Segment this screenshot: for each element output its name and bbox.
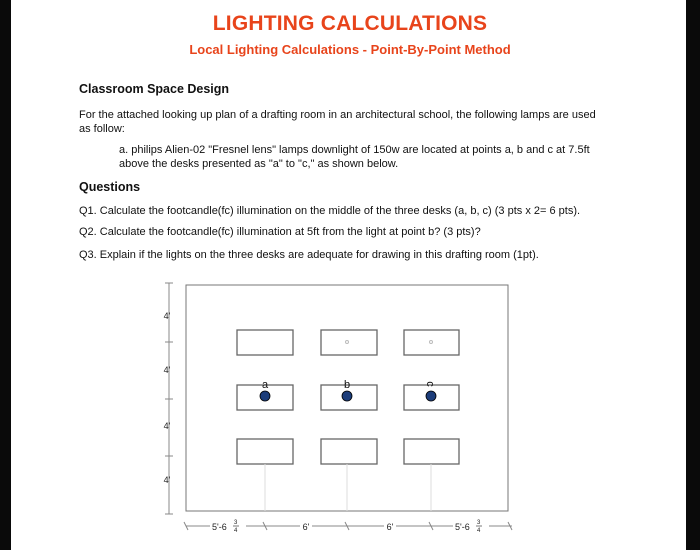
lamp-a xyxy=(260,391,270,401)
question-2: Q2. Calculate the footcandle(fc) illumination at 5ft from the light at point b? (3 pts)? xyxy=(79,226,481,238)
lamp-label-b: b xyxy=(343,379,351,391)
desk xyxy=(404,439,459,464)
right-screen-edge xyxy=(686,0,700,550)
dim-fraction-denominator: 4 xyxy=(234,528,238,534)
question-1: Q1. Calculate the footcandle(fc) illumination on the middle of the three desks (a, b, c) (3 pts x 2= 6 pts). xyxy=(79,205,581,217)
desk xyxy=(237,330,293,355)
vertical-dim-label: 4' xyxy=(163,421,171,431)
lamp-label-c: c xyxy=(424,381,436,387)
vertical-dim-label: 4' xyxy=(163,311,171,321)
lamp-c xyxy=(426,391,436,401)
vertical-dim-label: 4' xyxy=(163,475,171,485)
vertical-dim-label: 4' xyxy=(163,365,171,375)
intro-line-2: as follow: xyxy=(79,123,125,135)
lamp-label-a: a xyxy=(261,379,269,391)
intro-line-1: For the attached looking up plan of a drafting room in an architectural school, the following lamps are used xyxy=(79,109,596,121)
room-plan-diagram xyxy=(150,278,540,540)
horizontal-dim-label: 6' xyxy=(302,522,310,532)
page-title: LIGHTING CALCULATIONS xyxy=(212,12,488,35)
dim-fraction-denominator: 4 xyxy=(477,528,481,534)
horizontal-dim-label: 5'-6 xyxy=(212,522,227,532)
lamp-b xyxy=(342,391,352,401)
desk xyxy=(321,330,377,355)
lamp-description-line-2: above the desks presented as "a" to "c," as shown below. xyxy=(119,158,399,170)
dim-fraction-numerator: 3 xyxy=(234,520,238,526)
desk xyxy=(404,330,459,355)
left-screen-edge xyxy=(0,0,11,550)
dim-fraction-numerator: 3 xyxy=(477,520,481,526)
horizontal-dim-label: 5'-6 xyxy=(455,522,470,532)
lamp-description-line-1: a. philips Alien-02 "Fresnel lens" lamps downlight of 150w are located at points a, b and c at 7.5ft xyxy=(119,144,590,156)
page-subtitle: Local Lighting Calculations - Point-By-Point Method xyxy=(189,42,511,57)
design-heading: Classroom Space Design xyxy=(79,82,230,96)
desk xyxy=(237,439,293,464)
question-3: Q3. Explain if the lights on the three desks are adequate for drawing in this drafting room (1pt). xyxy=(79,249,539,261)
desk xyxy=(321,439,377,464)
horizontal-dim-label: 6' xyxy=(386,522,394,532)
questions-heading: Questions xyxy=(79,180,141,194)
